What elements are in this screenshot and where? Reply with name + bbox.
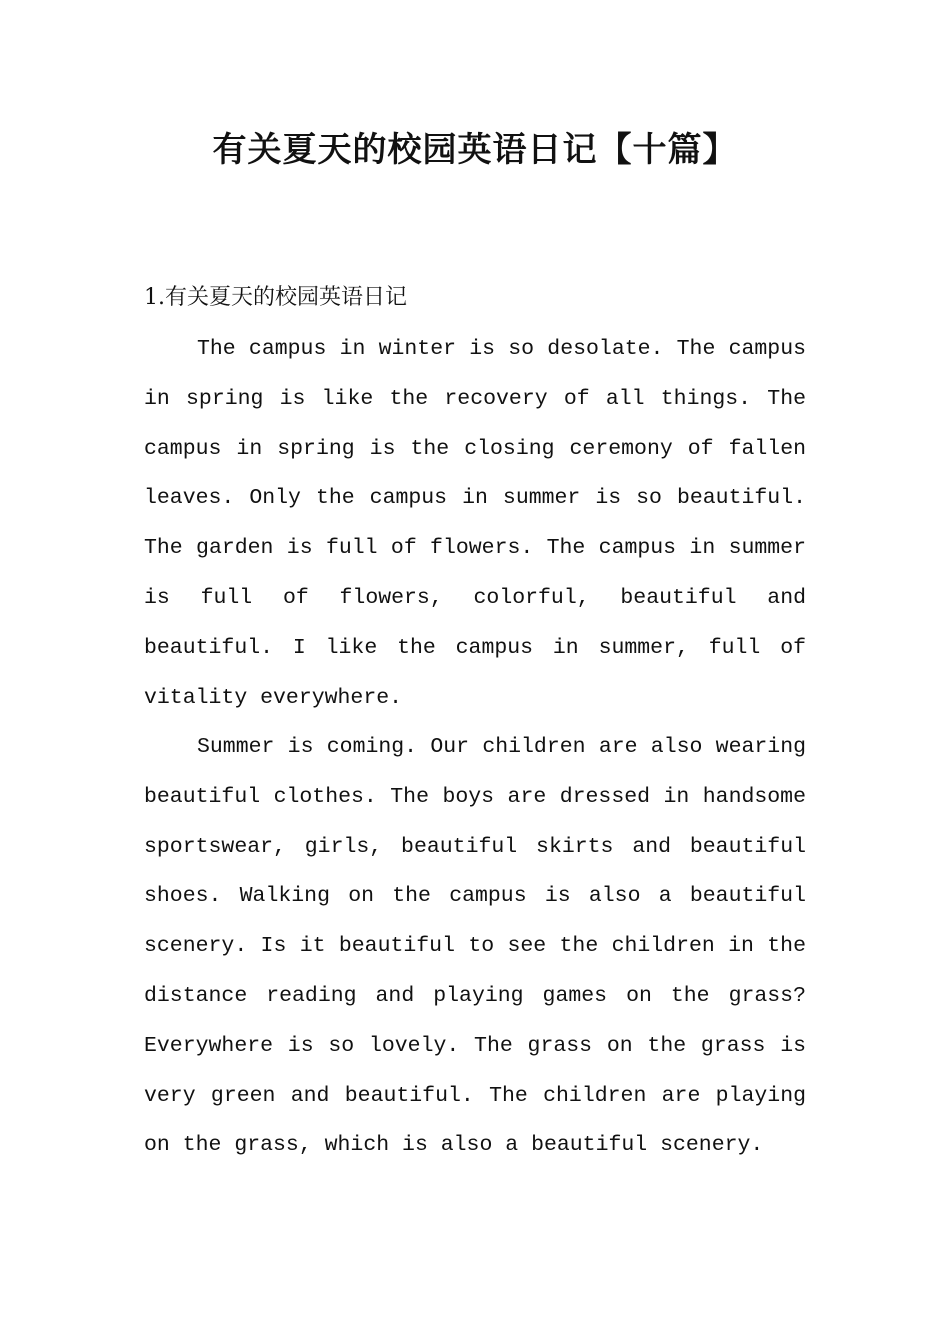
body-paragraph: The campus in winter is so desolate. The campus in spring is like the recovery of all things. The campus in spring is the closing ceremony of fallen leaves. Only the campus in summer is so beautiful. The garden is full of flowers. The campus in summer is full of flowers, colorful, beautiful and beautiful. I like the campus in summer, full of vitality everywhere. bbox=[144, 337, 806, 710]
section-heading: 1.有关夏天的校园英语日记 bbox=[144, 285, 407, 310]
body-paragraph: Summer is coming. Our children are also wearing beautiful clothes. The boys are dressed in handsome sportswear, girls, beautiful skirts and beautiful shoes. Walking on the campus is also a beautiful scenery. Is it beautiful to see the children in the distance reading and playing games on the grass? Everywhere is so lovely. The grass on the grass is very green and beautiful. The children are playing on the grass, which is also a beautiful scenery. bbox=[144, 735, 806, 1158]
document-title: 有关夏天的校园英语日记【十篇】 bbox=[212, 130, 738, 170]
